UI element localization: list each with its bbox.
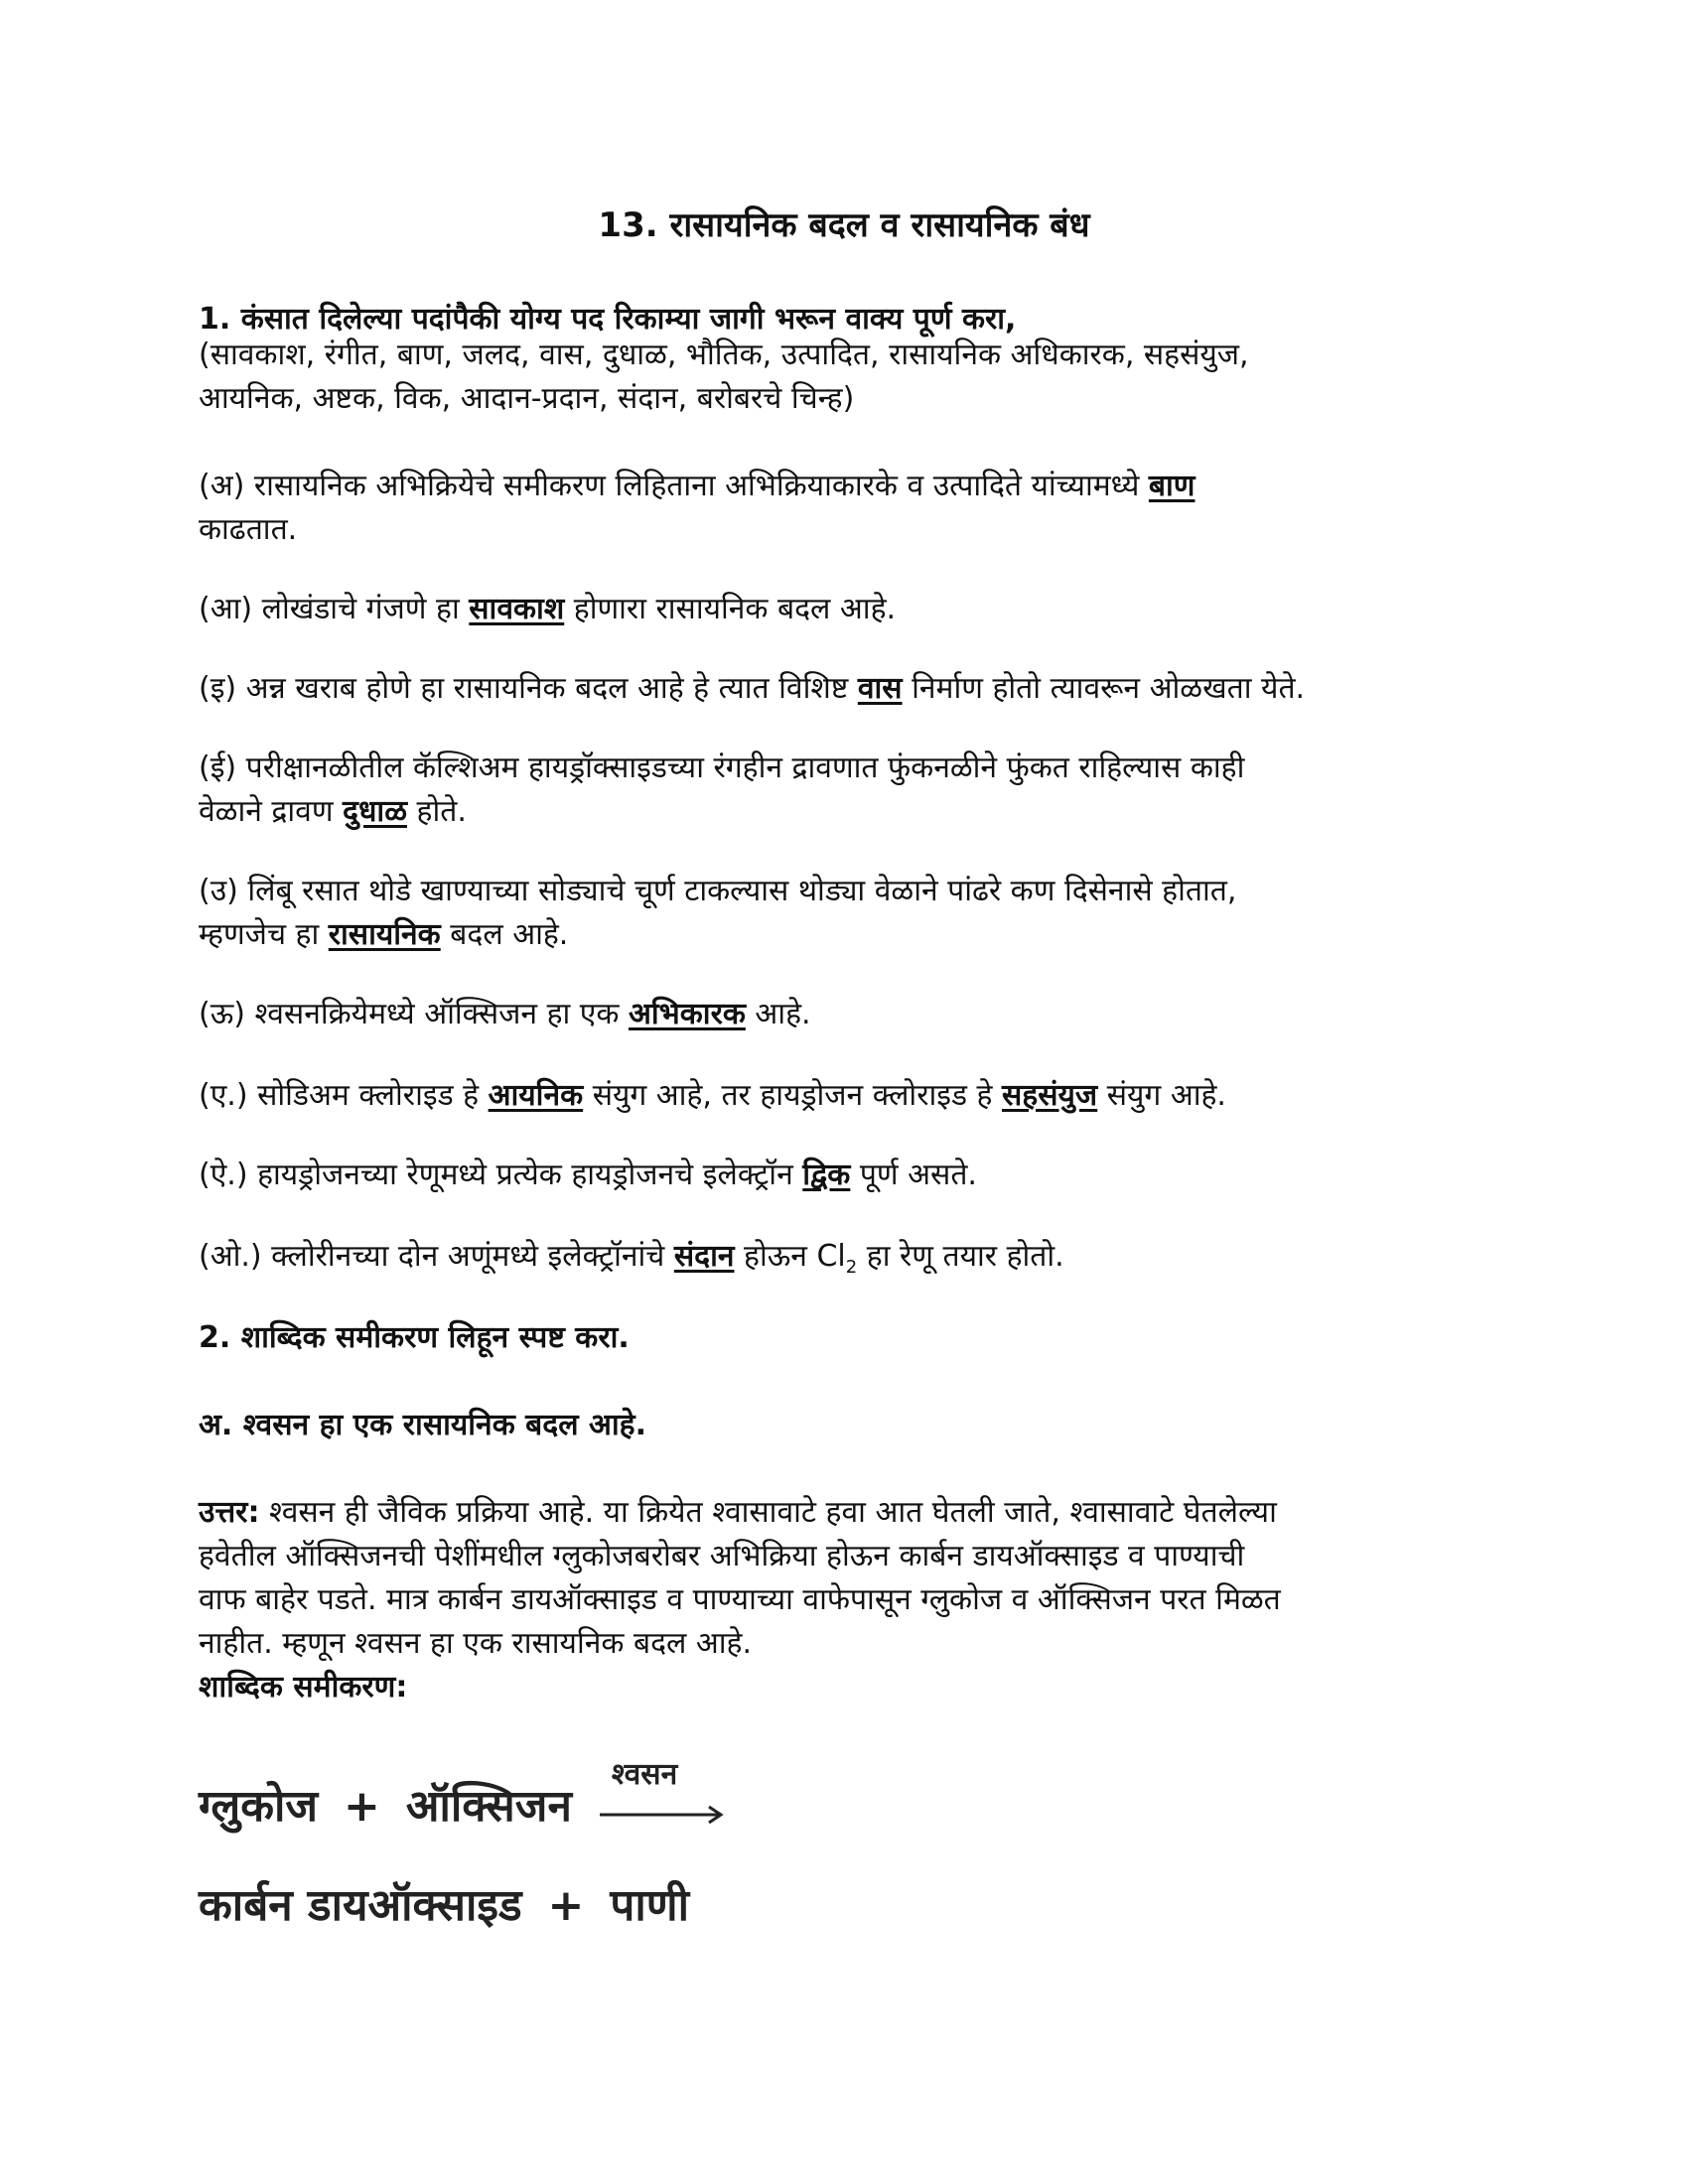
equation-label: शाब्दिक समीकरण: <box>199 1670 408 1705</box>
product-water: पाणी <box>610 1880 690 1931</box>
q1-item-e <box>199 1074 1499 1118</box>
subscript: 2 <box>845 1257 858 1278</box>
q1-item-ii-line-2 <box>199 790 1499 834</box>
equation-reactants <box>199 1757 727 1837</box>
item-text: म्हणजेच हा <box>199 917 329 952</box>
item-text: (ए.) सोडिअम क्लोराइड हे <box>199 1078 489 1113</box>
item-text: (ऊ) श्वसनक्रियेमध्ये ऑक्सिजन हा एक <box>199 997 629 1031</box>
q1-options-line-2: आयनिक, अष्टक, विक, आदान-प्रदान, संदान, बरोबरचे चिन्ह) <box>199 381 855 416</box>
item-text: पूर्ण असते. <box>850 1158 977 1192</box>
answer-word: बाण <box>1148 469 1196 503</box>
item-text: (ओ.) क्लोरीनच्या दोन अणूंमध्ये इलेक्ट्रॉनांचे <box>199 1239 674 1274</box>
answer-word: रासायनिक <box>328 917 441 952</box>
item-text: होणारा रासायनिक बदल आहे. <box>564 592 897 626</box>
item-text: संयुग आहे. <box>1097 1078 1226 1113</box>
q1-heading: 1. कंसात दिलेल्या पदांपैकी योग्य पद रिकाम्या जागी भरून वाक्य पूर्ण करा, <box>199 302 1017 337</box>
item-text: बदल आहे. <box>440 917 569 952</box>
answer-word: अभिकारक <box>628 997 746 1031</box>
item-text: हा रेणू तयार होतो. <box>857 1239 1064 1274</box>
answer-word: वास <box>857 671 903 706</box>
q1-item-ai <box>199 1154 1499 1197</box>
reactant-oxygen: ऑक्सिजन <box>405 1781 572 1832</box>
q1-item-uu <box>199 993 1499 1036</box>
q2-answer-line-3: वाफ बाहेर पडते. मात्र कार्बन डायऑक्साइड व पाण्याच्या वाफेपासून ग्लुकोज व ऑक्सिजन परत मिळत <box>199 1582 1281 1617</box>
q1-options-line-1: (सावकाश, रंगीत, बाण, जलद, वास, दुधाळ, भौतिक, उत्पादित, रासायनिक अधिकारक, सहसंयुज, <box>199 338 1249 372</box>
product-carbon-dioxide: कार्बन डायऑक्साइड <box>199 1880 522 1931</box>
word-equation <box>199 1757 894 1956</box>
item-text: संयुग आहे, तर हायड्रोजन क्लोराइड हे <box>583 1078 1003 1113</box>
plus-sign: + <box>344 1781 380 1832</box>
reaction-arrow <box>598 1757 727 1837</box>
item-text: वेळाने द्रावण <box>199 794 344 829</box>
item-text: होते. <box>407 794 467 829</box>
answer-text: श्वसन ही जैविक प्रक्रिया आहे. या क्रियेत श्वासावाटे हवा आत घेतली जाते, श्वासावाटे घेतलेल्या <box>259 1495 1277 1530</box>
item-text: (अ) रासायनिक अभिक्रियेचे समीकरण लिहिताना अभिक्रियाकारके व उत्पादिते यांच्यामध्ये <box>199 469 1149 503</box>
page-title: 13. रासायनिक बदल व रासायनिक बंध <box>598 205 1090 245</box>
answer-word: सावकाश <box>469 592 565 626</box>
answer-word: दुधाळ <box>343 794 407 829</box>
answer-word: द्विक <box>802 1158 851 1192</box>
item-text: (इ) अन्न खराब होणे हा रासायनिक बदल आहे हे त्यात विशिष्ट <box>199 671 858 706</box>
q2-answer-line-2: हवेतील ऑक्सिजनची पेशींमधील ग्लुकोजबरोबर अभिक्रिया होऊन कार्बन डायऑक्साइड व पाण्याची <box>199 1539 1245 1573</box>
answer-word: आयनिक <box>488 1078 584 1113</box>
answer-label: उत्तर: <box>199 1495 260 1530</box>
answer-word-2: सहसंयुज <box>1002 1078 1098 1113</box>
plus-sign: + <box>547 1880 585 1931</box>
item-text: (आ) लोखंडाचे गंजणे हा <box>199 592 470 626</box>
arrow-label: श्वसन <box>611 1757 678 1792</box>
q2-heading: 2. शाब्दिक समीकरण लिहून स्पष्ट करा. <box>199 1320 630 1355</box>
reactant-glucose: ग्लुकोज <box>199 1781 319 1832</box>
q1-item-i <box>199 667 1499 711</box>
q1-item-aa <box>199 588 1499 631</box>
q2-answer-line-4: नाहीत. म्हणून श्वसन हा एक रासायनिक बदल आहे. <box>199 1626 753 1661</box>
item-text: निर्माण होतो त्यावरून ओळखता येते. <box>902 671 1306 706</box>
item-text: (ऐ.) हायड्रोजनच्या रेणूमध्ये प्रत्येक हायड्रोजनचे इलेक्ट्रॉन <box>199 1158 803 1192</box>
q1-item-a <box>199 465 1499 508</box>
item-text: होऊन Cl <box>734 1239 846 1274</box>
q1-item-o <box>199 1235 1499 1290</box>
q1-item-u-line-2 <box>199 913 1499 957</box>
q1-item-u: (उ) लिंबू रसात थोडे खाण्याच्या सोड्याचे चूर्ण टाकल्यास थोड्या वेळाने पांढरे कण दिसेनासे होतात, <box>199 874 1237 908</box>
q1-item-ii: (ई) परीक्षानळीतील कॅल्शिअम हायड्रॉक्साइडच्या रंगहीन द्रावणात फुंकनळीने फुंकत राहिल्यास काही <box>199 751 1245 785</box>
item-text: आहे. <box>745 997 811 1031</box>
answer-word: संदान <box>673 1239 735 1274</box>
equation-products <box>199 1876 689 1936</box>
q2-answer-line-1 <box>199 1491 1499 1535</box>
q1-item-a-line-2: काढतात. <box>199 512 298 547</box>
q2-sub-heading: अ. श्वसन हा एक रासायनिक बदल आहे. <box>199 1408 647 1442</box>
right-arrow-icon <box>598 1805 727 1825</box>
